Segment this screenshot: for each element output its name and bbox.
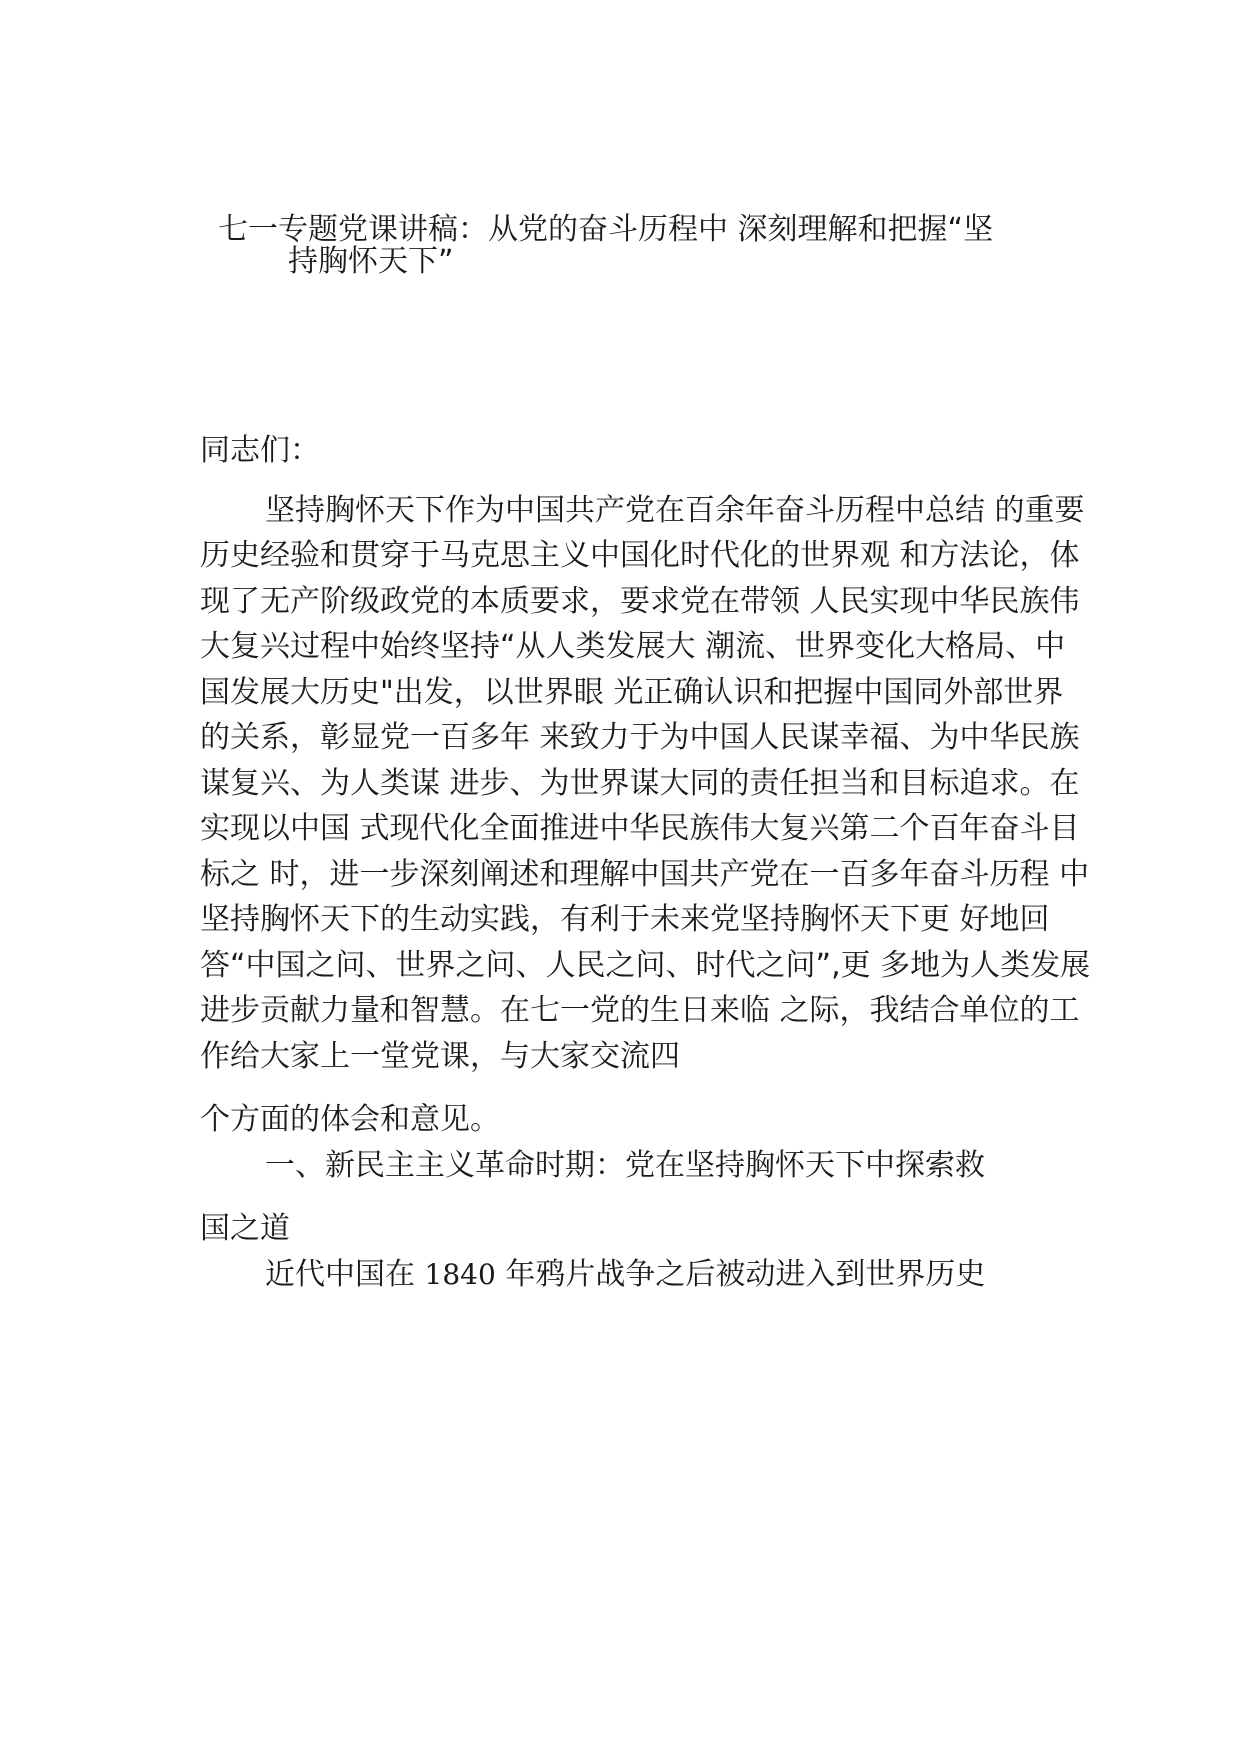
year-1840: 1840 xyxy=(424,1257,496,1291)
paragraph-2-suffix: 年鸦片战争之后被动进入到世界历史 xyxy=(495,1256,986,1292)
document-title xyxy=(218,214,1038,278)
paragraph-2-prefix: 近代中国在 xyxy=(265,1256,415,1292)
paragraph-line: 现了无产阶级政党的本质要求，要求党在带领 人民实现中华民族伟 xyxy=(200,583,1080,619)
document-body xyxy=(200,428,1091,1297)
paragraph-line xyxy=(200,1252,1080,1298)
section-1-heading xyxy=(200,1143,1080,1252)
paragraph-line: 答“中国之问、世界之问、人民之问、时代之问”,更 多地为人类发展 xyxy=(200,947,1091,983)
title-line-2: 持胸怀天下” xyxy=(288,244,454,279)
paragraph-line: 进步贡献力量和智慧。在七一党的生日来临 之际，我结合单位的工 xyxy=(200,993,1080,1028)
section-heading-line: 国之道 xyxy=(200,1211,290,1246)
salutation: 同志们： xyxy=(200,433,320,468)
paragraph-1 xyxy=(200,488,1091,1143)
paragraph-2 xyxy=(200,1252,1080,1298)
paragraph-line: 国发展大历史"出发，以世界眼 光正确认识和把握中国同外部世界 xyxy=(200,674,1064,710)
paragraph-line: 历史经验和贯穿于马克思主义中国化时代化的世界观 和方法论，体 xyxy=(200,538,1080,573)
section-heading-line: 一、新民主主义革命时期：党在坚持胸怀天下中探索救 xyxy=(265,1147,985,1183)
title-line-1: 七一专题党课讲稿：从党的奋斗历程中 深刻理解和把握“坚 xyxy=(218,212,994,247)
paragraph-line: 标之 时，进一步深刻阐述和理解中国共产党在一百多年奋斗历程 中 xyxy=(200,856,1090,892)
paragraph-line: 实现以中国 式现代化全面推进中华民族伟大复兴第二个百年奋斗目 xyxy=(200,811,1080,846)
paragraph-line: 坚持胸怀天下的生动实践，有利于未来党坚持胸怀天下更 好地回 xyxy=(200,902,1050,937)
paragraph-line: 坚持胸怀天下作为中国共产党在百余年奋斗历程中总结 的重要 xyxy=(265,492,1085,528)
paragraph-line: 谋复兴、为人类谋 进步、为世界谋大同的责任担当和目标追求。在 xyxy=(200,765,1080,801)
paragraph-line: 大复兴过程中始终坚持“从人类发展大 潮流、世界变化大格局、中 xyxy=(200,629,1066,664)
paragraph-line: 个方面的体会和意见。 xyxy=(200,1102,500,1137)
paragraph-line: 的关系，彰显党一百多年 来致力于为中国人民谋幸福、为中华民族 xyxy=(200,720,1080,755)
paragraph-line: 作给大家上一堂党课，与大家交流四 xyxy=(200,1038,680,1074)
